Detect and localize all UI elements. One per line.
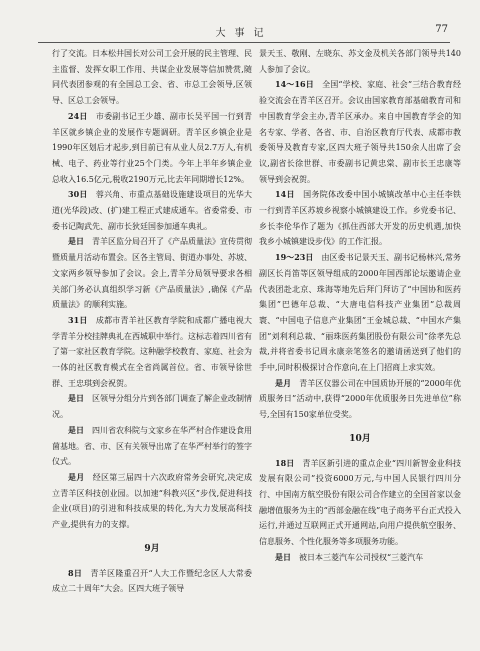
entry bbox=[52, 187, 252, 234]
entry-text: 经区第三届四十六次政府常务会研究,决定成立青羊区科技创业园。以加速“科教兴区”步伐,促进科技企业(项目)的引进和科技成果的转化,为大力发展高科技产业,提供有力的支撑。 bbox=[52, 472, 252, 530]
entry-text: 四川省农科院与文家乡在华严村合作建设食用菌基地。省、市、区有关领导出席了在华严村举行的签字仪式。 bbox=[52, 425, 252, 467]
entry bbox=[52, 109, 252, 188]
entry-date: 是日 bbox=[68, 236, 84, 247]
entry-text: 全国“学校、家庭、社会”三结合教育经验交流会在青羊区召开。会议由国家教育部基础教育司和中国教育学会主办,青羊区承办。来自中国教育学会的知名专家、学者、各省、市、自治区教育厅代表、成都市教委领导及教育专家,区四大班子领导共150余人出席了会议,副省长徐世群、市委副书记黄忠棠、副市长王忠康等领导到会祝贺。 bbox=[259, 80, 461, 184]
entry bbox=[52, 423, 252, 470]
entry bbox=[259, 187, 461, 250]
entry-text: 市委副书记王少雄、副市长吴平国一行到青羊区就乡镇企业的发展作专题调研。青羊区乡镇企业是1990年区划后才起步,到目前已有从业人员2.7万人,有机械、电子、药业等行业25个门类。今年上半年乡镇企业总收入16.5亿元,税收2190万元,比去年同期增长12%。 bbox=[52, 111, 252, 184]
entry bbox=[259, 250, 461, 376]
entry-date: 31日 bbox=[68, 314, 88, 325]
entry bbox=[259, 376, 461, 423]
entry bbox=[52, 566, 252, 597]
entry-text: 成都市青羊社区教育学院和成都广播电视大学青羊分校挂牌典礼在西城职中举行。这标志着四川省有了第一家社区教育学院。这种融学校教育、家庭、社会为一体的社区教育模式在全省尚属首位。省、市领导徐世群、王忠琪到会祝贺。 bbox=[52, 315, 252, 388]
month-heading: 9月 bbox=[144, 543, 160, 554]
entry-date: 是月 bbox=[275, 377, 292, 388]
paragraph: 景天玉、敬刚、左晓东、苏文金及机关各部门领导共140人参加了会议。 bbox=[259, 49, 461, 74]
entry-text: 国务院体改委中国小城镇改革中心主任李铁一行到青羊区苏坡乡视察小城镇建设工作。乡党委书记、乡长李伦华作了题为《抓住西部大开发的历史机遇,加快我乡小城镇建设步伐》的工作汇报。 bbox=[259, 190, 461, 247]
entry bbox=[52, 313, 252, 392]
entry-date: 是日 bbox=[275, 551, 291, 562]
entry-text: 青羊区监分局召开了《产品质量法》宣传贯彻暨质量月活动布置会。区各主管局、街道办事处、苏坡、文家两乡领导参加了会议。会上,青羊分局领导要求各相关部门务必认真组织学习新《产品质量法》,确保《产品质量法》的顺利实施。 bbox=[52, 237, 252, 310]
paragraph: 行了交流。日本松井国长对公司工会开展的民主管理、民主监督、发挥女职工作用、共谋企业发展等信加赞赏,随同代表团参观的有全国总工会、省、市总工会领导,区领导、区总工会领导。 bbox=[52, 49, 252, 106]
entry bbox=[259, 550, 461, 566]
entry bbox=[259, 77, 461, 187]
month-heading: 10月 bbox=[349, 433, 371, 444]
page-header bbox=[38, 12, 450, 43]
entry-date: 18日 bbox=[275, 457, 295, 468]
entry-text: 区领导分组分片到各部门调查了解企业改制情况。 bbox=[52, 394, 252, 420]
entry-text: 青羊区仪器公司在中国质协开展的“2000年优质服务日”活动中,获得“2000年优质服务日先进单位”称号,全国有150家单位受奖。 bbox=[259, 378, 461, 420]
entry-date: 是日 bbox=[68, 424, 84, 435]
entry-text: 被日本三菱汽车公司授权“三菱汽车 bbox=[299, 552, 424, 562]
entry-text: 蓉兴角、市重点基础设施建设项目的光华大道(光华段)改、(扩)建工程正式建成通车。省委常委、市委书记陶武先、副市长狄廷国参加通车典礼。 bbox=[52, 190, 252, 231]
entry-text: 青羊区隆重召开“人大工作暨纪念区人大常委成立二十周年”大会。区四大班子领导 bbox=[52, 568, 252, 594]
entry-date: 24日 bbox=[68, 110, 88, 121]
entry-date: 是月 bbox=[68, 471, 85, 482]
entry-text: 由区委书记景天玉、副书记杨林兴,常务副区长肖笛等区领导组成的2000年国西部论坛邀请企业代表团赴北京、珠海等地先后拜门拜访了“中国协和医药集团”巴德年总裁、“大唐电信科技产业集团”总裁周寰、“中国电子信息产业集团”王金城总裁、“中国水产集团”刘利利总裁、“丽珠医药集团股份有限公司”徐孝先总裁,并将省委书记周永康亲笔签名的邀请函送到了他们的手中,同时积极探讨合作意向,在上门招商上求实效。 bbox=[259, 253, 461, 373]
entry-date: 30日 bbox=[68, 189, 88, 200]
running-title: 大事记 bbox=[215, 28, 273, 39]
entry-date: 14日 bbox=[275, 189, 295, 200]
entry-date: 是日 bbox=[68, 393, 84, 404]
entry bbox=[52, 470, 252, 533]
entry bbox=[52, 234, 252, 313]
entry-date: 8日 bbox=[68, 567, 83, 578]
entry-date: 19～23日 bbox=[275, 252, 314, 263]
right-column bbox=[259, 46, 461, 645]
entry bbox=[52, 391, 252, 422]
entry-date: 14～16日 bbox=[275, 79, 314, 90]
page-number: 77 bbox=[435, 24, 448, 35]
entry-text: 青羊区新引进的重点企业“四川新智金业科技发展有限公司”投资6000万元,与中国人民银行四川分行、中国南方航空股份有限公司合作建立的全国首家以金融增值服务为主的“西部金融在线”电子商务平台正式投入运行,并通过互联网正式开通网站,向用户提供航空服务、信息服务、个性化服务等多项服务功能。 bbox=[259, 458, 461, 547]
left-column bbox=[52, 46, 252, 645]
entry bbox=[259, 456, 461, 550]
